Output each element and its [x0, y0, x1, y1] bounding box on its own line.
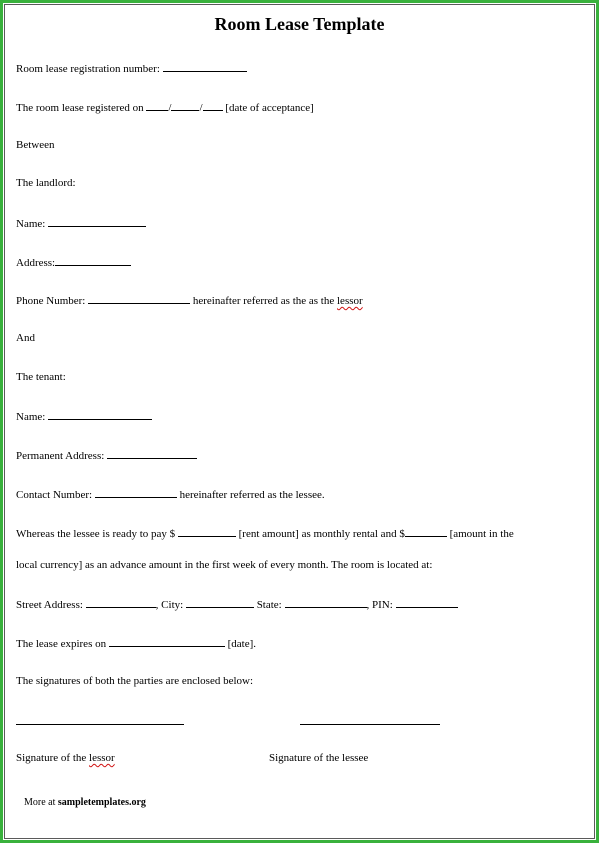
whereas-part-c: [amount in the	[449, 528, 514, 540]
currency-line: local currency] as an advance amount in the first week of every month. The room is located at:	[16, 559, 433, 571]
tenant-name-line	[16, 409, 152, 424]
and-line: And	[16, 332, 35, 344]
permanent-address-blank	[107, 448, 197, 459]
footer-credit	[24, 797, 146, 808]
tenant-name-label: Name:	[16, 411, 46, 423]
signatures-intro: The signatures of both the parties are enclosed below:	[16, 675, 254, 687]
expires-suffix: [date].	[227, 638, 257, 650]
permanent-address-line	[16, 448, 197, 463]
phone-suffix: hereinafter referred as the as the	[192, 295, 335, 307]
lessee-signature-label: Signature of the lessee	[269, 752, 369, 764]
expires-prefix: The lease expires on	[16, 638, 107, 650]
document-title: Room Lease Template	[214, 14, 385, 34]
pin-label: , PIN:	[366, 599, 393, 611]
street-label: Street Address:	[16, 599, 83, 611]
lessor-signature-label	[16, 752, 115, 765]
registered-prefix: The room lease registered on	[16, 102, 144, 114]
registration-number-line	[16, 61, 247, 76]
whereas-part-b: [rent amount] as monthly rental and $	[238, 528, 405, 540]
location-line	[16, 597, 458, 612]
street-blank	[86, 597, 156, 608]
advance-blank	[405, 526, 447, 537]
footer-prefix: More at	[24, 797, 56, 808]
phone-line	[16, 293, 363, 308]
landlord-address-blank	[55, 255, 131, 266]
landlord-name-line	[16, 216, 146, 231]
whereas-line	[16, 526, 514, 541]
landlord-heading: The landlord:	[16, 177, 76, 189]
sig-lessor-prefix: Signature of the	[16, 752, 87, 764]
phone-blank	[88, 293, 190, 304]
registration-label: Room lease registration number:	[16, 63, 160, 75]
permanent-address-label: Permanent Address:	[16, 450, 105, 462]
contact-blank	[95, 487, 177, 498]
day-blank	[146, 100, 168, 111]
sig-lessor-word: lessor	[89, 752, 115, 764]
expires-blank	[109, 636, 225, 647]
contact-line	[16, 487, 325, 502]
tenant-heading: The tenant:	[16, 371, 66, 383]
pin-blank	[396, 597, 458, 608]
phone-label: Phone Number:	[16, 295, 86, 307]
city-blank	[186, 597, 254, 608]
contact-label: Contact Number:	[16, 489, 93, 501]
registered-suffix: [date of acceptance]	[225, 102, 314, 114]
between-line: Between	[16, 139, 55, 151]
expires-line	[16, 636, 256, 651]
year-blank	[203, 100, 223, 111]
whereas-part-a: Whereas the lessee is ready to pay $	[16, 528, 176, 540]
landlord-name-blank	[48, 216, 146, 227]
tenant-name-blank	[48, 409, 152, 420]
city-label: , City:	[155, 599, 184, 611]
state-label: State:	[256, 599, 282, 611]
rent-blank	[178, 526, 236, 537]
state-blank	[285, 597, 367, 608]
landlord-address-label: Address:	[16, 257, 56, 269]
registration-blank	[163, 61, 247, 72]
contact-suffix: hereinafter referred as the lessee.	[179, 489, 325, 501]
registered-on-line: The room lease registered on / / [date of acceptance]	[16, 102, 314, 114]
lessor-word: lessor	[337, 295, 363, 307]
lessee-signature-line	[300, 724, 440, 725]
month-blank	[171, 100, 199, 111]
landlord-name-label: Name:	[16, 218, 46, 230]
footer-site-link[interactable]: sampletemplates.org	[57, 797, 146, 808]
lessor-signature-line	[16, 724, 184, 725]
landlord-address-line	[16, 255, 131, 270]
